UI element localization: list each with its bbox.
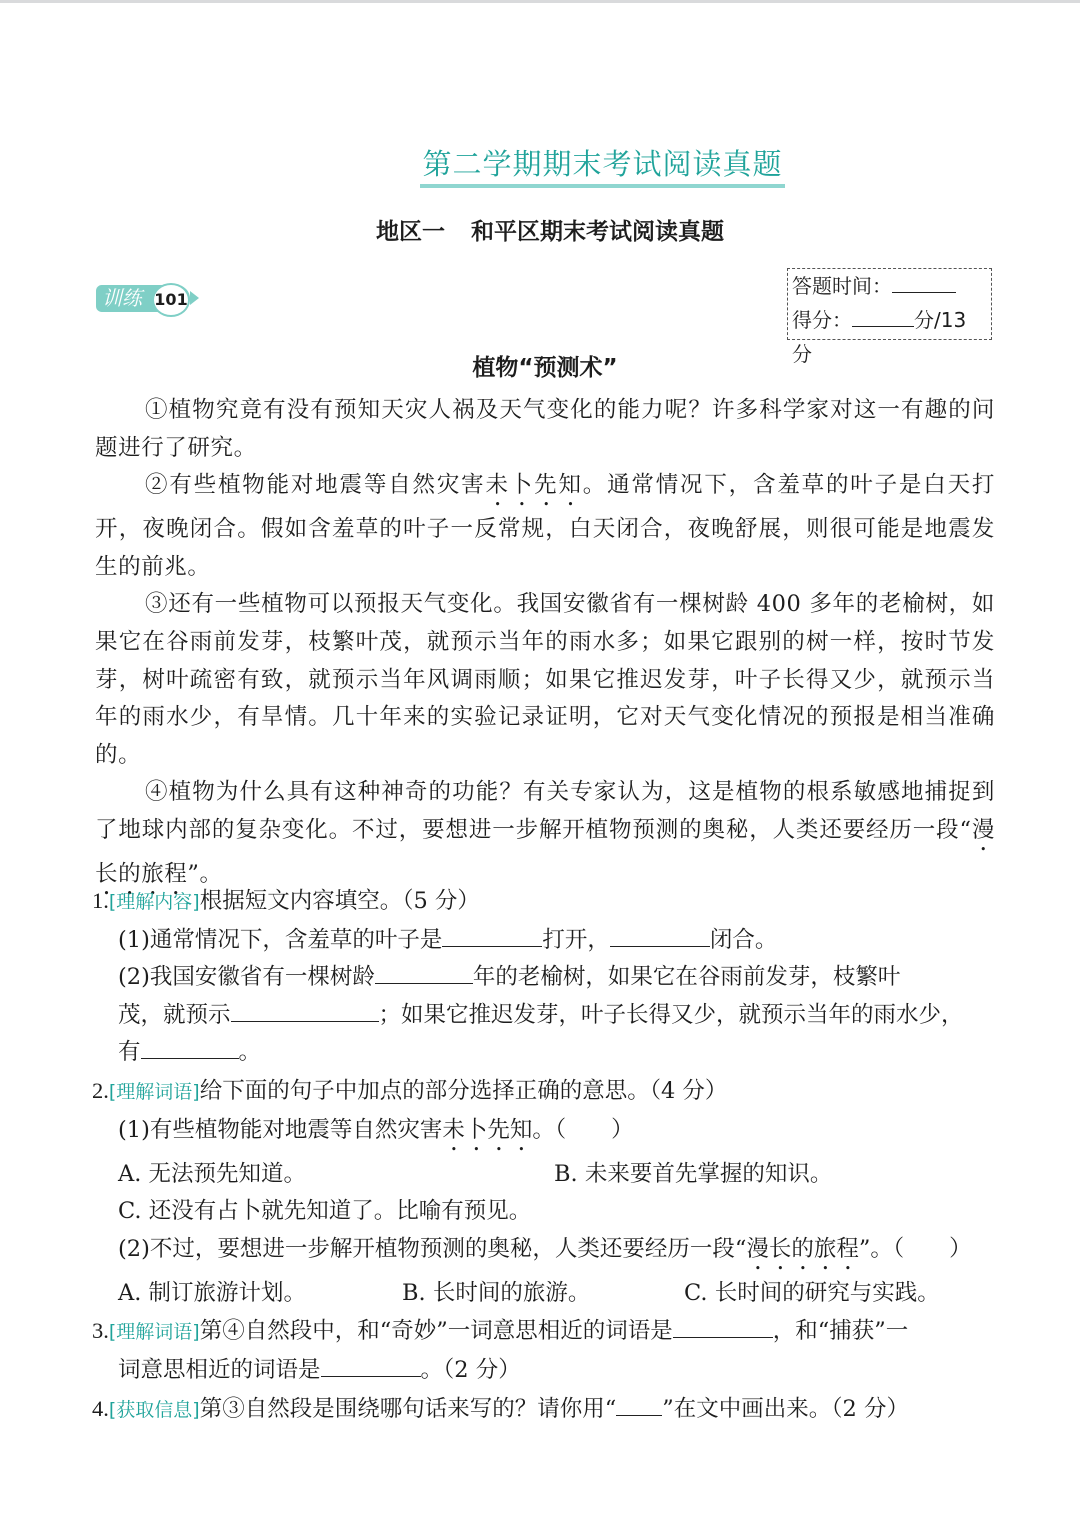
paragraph-1: ①植物究竟有没有预知天灾人祸及天气变化的能力呢？许多科学家对这一有趣的问题进行了研究。 <box>95 397 995 461</box>
paragraph-2-text-b: 。通常情况下，含羞草的叶子是白天打开，夜晚闭合。假如含羞草的叶子一反常规，白天闭合，夜晚舒展，则很可能是地震发生的前兆。 <box>95 472 995 580</box>
sub-text: (2)不过，要想进一步解开植物预测的奥秘，人类还要经历一段“ <box>118 1235 747 1262</box>
section-title <box>420 140 785 188</box>
score-suffix: 分/13 分 <box>792 308 967 366</box>
practice-badge <box>96 283 208 315</box>
paragraph-4-text-b: ”。 <box>187 860 223 887</box>
answer-time-blank[interactable] <box>892 272 956 293</box>
question-text: 第④自然段中，和“奇妙”一词意思相近的词语是 <box>199 1318 673 1345</box>
sub-text: 打开， <box>542 926 610 953</box>
dotted-phrase: 未卜先知 <box>442 1116 533 1143</box>
section-title-underline <box>420 184 785 188</box>
question-tag: [获取信息] <box>108 1398 200 1421</box>
underline-sample <box>616 1393 662 1416</box>
sub-text: ；如果它推迟发芽，叶子长得又少，就预示当年的雨水少， <box>378 1001 964 1028</box>
answer-time-row <box>792 269 991 303</box>
question-2-sub-2 <box>118 1231 997 1275</box>
answer-blank[interactable] <box>610 924 710 947</box>
question-2-sub-1 <box>118 1112 997 1156</box>
paragraph-2 <box>95 467 995 586</box>
dotted-phrase: 漫长的旅程 <box>95 816 995 887</box>
sub-text: 茂，就预示 <box>118 1001 231 1028</box>
badge-number: 101 <box>152 283 190 317</box>
answer-bracket[interactable]: ”。（ ） <box>858 1235 972 1262</box>
question-2-options-1 <box>118 1156 997 1194</box>
score-blank[interactable] <box>852 306 914 327</box>
question-list <box>92 882 997 1429</box>
score-label: 得分： <box>792 308 852 332</box>
question-4 <box>92 1390 997 1430</box>
article-title: 植物“预测术” <box>472 355 618 381</box>
region-title: 和平区期末考试阅读真题 <box>471 219 724 245</box>
sub-text: (1)通常情况下，含羞草的叶子是 <box>118 926 443 953</box>
paragraph-3: ③还有一些植物可以预报天气变化。我国安徽省有一棵树龄 400 多年的老榆树，如果它在谷雨前发芽，枝繁叶茂，就预示当年的雨水多；如果它跟别的树一样，按时节发芽，树叶疏密有致，就预示当年风调雨顺；如果它推迟发芽，叶子长得又少，就预示当年的雨水少，有旱情。几十年来的实验记录证明，它对天气变化情况的预报是相当准确的。 <box>95 591 995 768</box>
dotted-phrase: 未卜先知 <box>485 472 583 499</box>
option-c[interactable]: C. 长时间的研究与实践。 <box>684 1279 940 1306</box>
region-heading <box>300 214 800 250</box>
sub-text: 。 <box>238 1039 262 1066</box>
option-a[interactable]: A. 制订旅游计划。 <box>118 1279 307 1306</box>
question-3 <box>92 1312 997 1352</box>
score-box <box>787 268 992 366</box>
question-text: 给下面的句子中加点的部分选择正确的意思。（4 分） <box>199 1077 728 1104</box>
region-label: 地区一 <box>376 219 445 245</box>
question-number: 2. <box>92 1077 109 1103</box>
question-number: 4. <box>92 1395 109 1421</box>
sub-text: 年的老榆树，如果它在谷雨前发芽，枝繁叶 <box>472 964 901 991</box>
sub-text: (2)我国安徽省有一棵树龄 <box>118 964 375 991</box>
badge-label: 训练 <box>102 286 142 310</box>
answer-blank[interactable] <box>375 961 473 984</box>
question-tag: [理解词语] <box>108 1080 200 1103</box>
option-a[interactable]: A. 无法预先知道。 <box>118 1160 307 1187</box>
article-body <box>95 392 995 900</box>
sub-text: (1)有些植物能对地震等自然灾害 <box>118 1116 443 1143</box>
top-border-line <box>0 0 1080 3</box>
sub-text: 闭合。 <box>709 926 778 953</box>
question-tag: [理解词语] <box>108 1321 200 1344</box>
question-number: 1. <box>92 888 109 913</box>
question-text: 第③自然段是围绕哪句话来写的？请你用“ <box>199 1395 617 1422</box>
question-text: 词意思相近的词语是 <box>118 1356 321 1383</box>
question-tag: [理解内容] <box>108 891 200 913</box>
question-text: ，和“捕获”一 <box>772 1318 909 1345</box>
answer-blank[interactable] <box>231 999 379 1022</box>
answer-time-label: 答题时间： <box>792 274 892 298</box>
question-text: 根据短文内容填空。（5 分） <box>199 888 480 914</box>
question-1-sub-2 <box>118 959 997 1072</box>
question-1 <box>92 882 997 922</box>
answer-blank[interactable] <box>141 1036 239 1059</box>
question-text: 。（2 分） <box>420 1356 521 1383</box>
option-b[interactable]: B. 未来要首先掌握的知识。 <box>554 1160 833 1187</box>
question-text: ”在文中画出来。（2 分） <box>662 1395 909 1422</box>
paragraph-2-text-a: ②有些植物能对地震等自然灾害 <box>145 472 486 499</box>
question-2-option-c[interactable]: C. 还没有占卜就先知道了。比喻有预见。 <box>118 1198 532 1225</box>
answer-blank[interactable] <box>321 1354 421 1377</box>
sub-text: 有 <box>118 1039 141 1066</box>
section-title-text: 第二学期期末考试阅读真题 <box>422 147 783 181</box>
question-2 <box>92 1072 997 1112</box>
answer-blank[interactable] <box>442 924 542 947</box>
question-3-cont <box>118 1352 997 1390</box>
option-b[interactable]: B. 长时间的旅游。 <box>402 1279 591 1306</box>
question-2-options-2 <box>118 1275 997 1313</box>
answer-bracket[interactable]: 。（ ） <box>532 1116 634 1143</box>
answer-blank[interactable] <box>673 1315 773 1338</box>
score-row <box>792 303 991 371</box>
question-1-sub-1 <box>118 922 997 960</box>
dotted-phrase: 漫长的旅程 <box>746 1235 859 1262</box>
badge-arrow-icon <box>190 291 199 305</box>
paragraph-4-text-a: ④植物为什么具有这种神奇的功能？有关专家认为，这是植物的根系敏感地捕捉到了地球内部的复杂变化。不过，要想进一步解开植物预测的奥秘，人类还要经历一段“ <box>95 779 995 843</box>
question-number: 3. <box>92 1318 109 1344</box>
